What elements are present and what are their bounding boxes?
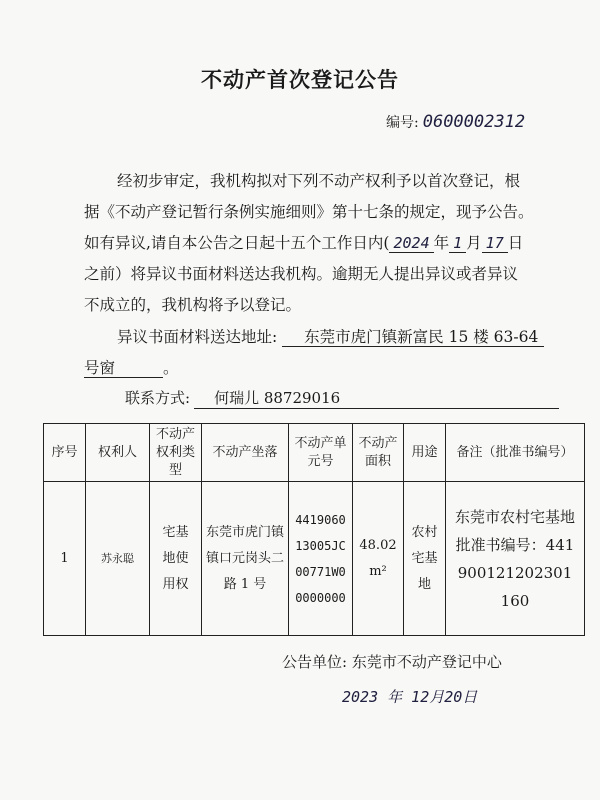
issue-date: 2023 年 12月20日 [342, 688, 478, 706]
body-line-3 [84, 228, 554, 259]
publisher-value: 东莞市不动产登记中心 [351, 653, 502, 671]
contact-value: 何瑞儿 88729016 [194, 387, 559, 409]
address-label: 异议书面材料送达地址: [117, 328, 278, 346]
deadline-month: 1 [449, 234, 466, 253]
page-title: 不动产首次登记公告 [201, 68, 399, 92]
deadline-day: 17 [482, 234, 508, 253]
serial-label: 编号: [386, 115, 419, 131]
row-area [353, 482, 404, 636]
year-char: 年 [433, 234, 450, 252]
row-area-value: 48.02 [359, 537, 397, 553]
header-cell: 不动产坐落 [202, 424, 289, 482]
address-block [84, 322, 554, 384]
header-cell: 不动产单元号 [289, 424, 353, 482]
property-table [43, 423, 585, 636]
announcement-body [84, 166, 554, 321]
serial-number [386, 112, 525, 132]
row-location: 东莞市虎门镇镇口元岗头二路 1 号 [202, 482, 289, 636]
contact-label: 联系方式: [125, 389, 191, 407]
row-right-type: 宅基地使用权 [150, 482, 202, 636]
row-usage: 农村宅基地 [404, 482, 446, 636]
address-end: 。 [163, 359, 179, 377]
table-header-row [44, 424, 585, 482]
deadline-year: 2024 [389, 234, 433, 253]
table-row [44, 482, 585, 636]
row-note: 东莞市农村宅基地批准书编号：441900121202301160 [446, 482, 585, 636]
body-line-3-text: 如有异议,请自本公告之日起十五个工作日内( [84, 234, 390, 252]
body-line-1: 经初步审定，我机构拟对下列不动产权利予以首次登记，根 [117, 172, 521, 190]
month-char: 月 [466, 234, 482, 252]
body-line-4: 之前）将异议书面材料送达我机构。逾期无人提出异议或者异议 [84, 265, 519, 283]
body-line-5: 不成立的，我机构将予以登记。 [84, 296, 302, 314]
address-value-line-1: 东莞市虎门镇新富民 15 楼 63-64 [282, 328, 544, 347]
contact-block [125, 387, 559, 409]
header-cell: 不动产面积 [353, 424, 404, 482]
publisher-label: 公告单位: [282, 653, 348, 671]
address-value-line-2: 号窗 [84, 359, 163, 378]
header-cell: 序号 [44, 424, 86, 482]
header-cell: 权利人 [86, 424, 150, 482]
row-index: 1 [44, 482, 86, 636]
publisher-block [282, 651, 502, 672]
header-cell: 不动产权利类型 [150, 424, 202, 482]
row-owner: 苏永聪 [86, 482, 150, 636]
row-area-unit: m² [369, 563, 387, 579]
day-char: 日 [507, 234, 524, 252]
header-cell: 备注（批准书编号） [446, 424, 585, 482]
body-line-2: 据《不动产登记暂行条例实施细则》第十七条的规定，现予公告。 [84, 203, 534, 221]
row-unit-number: 441906013005JC00771W00000000 [289, 482, 353, 636]
header-cell: 用途 [404, 424, 446, 482]
serial-value: 0600002312 [422, 112, 526, 132]
